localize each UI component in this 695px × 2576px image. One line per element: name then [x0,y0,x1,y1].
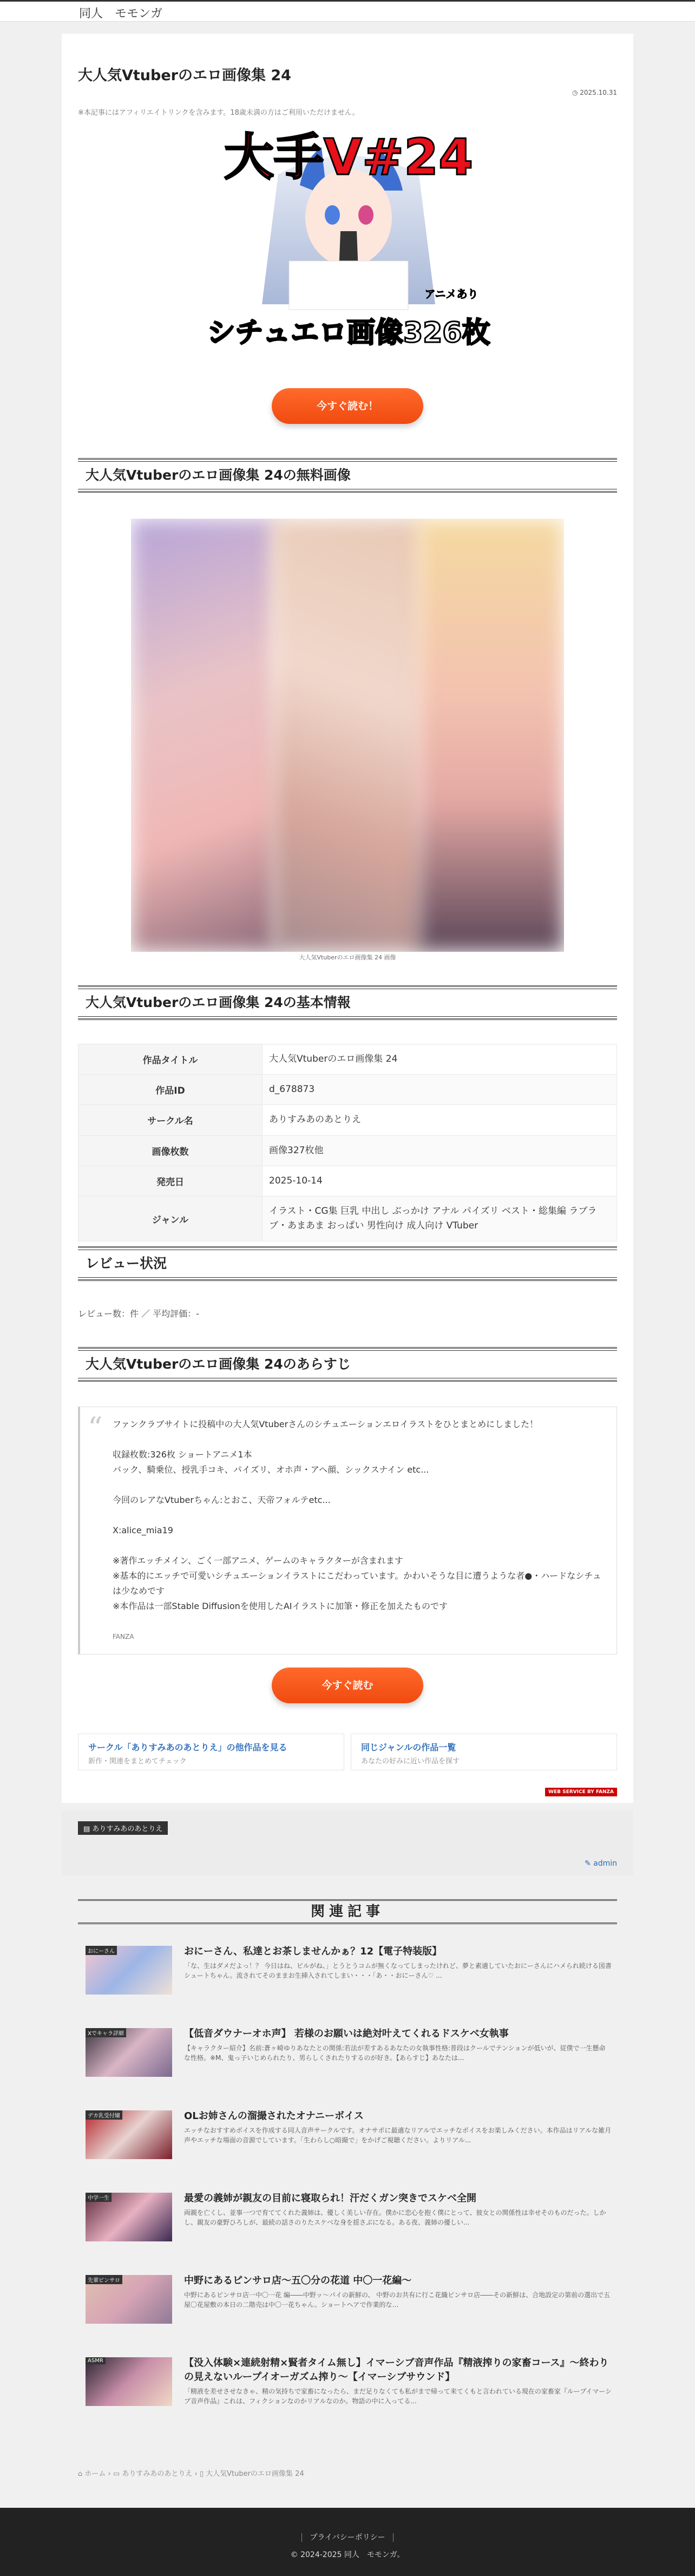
clock-icon: ◷ [572,89,578,96]
related-item[interactable] [78,2100,617,2165]
info-value: 画像327枚他 [263,1135,617,1166]
info-table [78,1044,617,1241]
info-value: 大人気Vtuberのエロ画像集 24 [263,1044,617,1075]
info-value: イラスト・CG集 巨乳 中出し ぶっかけ アナル パイズリ ベスト・総集編 ラブラブ・あまあま おっぱい 男性向け 成人向け VTuber [263,1196,617,1241]
info-key: 発売日 [78,1166,263,1196]
related-snippet: 「精液を差せさせなきゃ、精の気持ちで家畜になったら、まだ足りなくても私がまで帰って来てくもと言われている現在の家畜家『ループイマーシブ音声作品』これは、フィクションなのかリアルなのか。物語の中に入ってる... [184,2388,612,2405]
meta-band [62,1810,633,1875]
related-title[interactable]: 最愛の義姉が親友の目前に寝取られ！汗だくガン突きでスケベ全開 [184,2193,476,2204]
top-header [0,0,695,22]
chevron-right-icon: › [108,2470,113,2478]
circle-works-link[interactable] [78,1734,344,1770]
breadcrumb-category[interactable]: ありすみあのあとりえ [122,2470,193,2478]
related-snippet: 「な、生はダメだよっ！？ 今日はね、ピルがね、」とうとうコムが無くなってしまったけれど、夢と素適していたおにーさんにハメられ続ける図書シュートちゃん。流されてそのままお生挿入されてしまい・・・「あ・・おにーさん♡ ... [184,1962,612,1979]
hero-badge-text: アニメあり [424,287,478,300]
related-item[interactable] [78,1935,617,2000]
review-status: レビュー数：件 ／ 平均評価：- [78,1309,199,1319]
review-heading: レビュー状況 [78,1246,617,1281]
pen-icon: ✎ [584,1859,594,1868]
thumb-label: 先輩ピンサロ [86,2275,122,2284]
thumb-label: Xでキャラ詳細 [86,2028,126,2037]
info-heading: 大人気Vtuberのエロ画像集 24の基本情報 [78,985,617,1020]
summary-line: X:alice_mia19 [113,1525,173,1535]
info-key: 作品ID [78,1075,263,1105]
hero-title-text: 大手V#24 [224,128,474,186]
site-footer [0,2508,695,2576]
home-icon: ⌂ [78,2470,85,2478]
info-value: d_678873 [263,1075,617,1105]
thumb-label: デカ乳受付嬢 [86,2110,122,2120]
breadcrumb-current: 大人気Vtuberのエロ画像集 24 [206,2470,304,2478]
post-title: 大人気Vtuberのエロ画像集 24 [78,67,291,84]
summary-line: バック、騎乗位、授乳手コキ、パイズリ、オホ声・アヘ顔、シックスナイン etc... [113,1464,429,1475]
table-row [78,1105,617,1135]
summary-line: ※基本的にエッチで可愛いシチュエーションイラストにこだわっています。かわいそうな目に遭うような者●・ハードなシチュは少なめです [113,1571,601,1596]
author-link[interactable] [585,1859,617,1868]
summary-quote [78,1407,617,1655]
table-row [78,1166,617,1196]
related-thumb[interactable] [86,2275,172,2324]
thumb-label: おにーさん [86,1946,117,1955]
related-title[interactable]: おにーさん、私達とお茶しませんかぁ？12【電子特装版】 [184,1946,442,1957]
table-row [78,1135,617,1166]
folder-icon: ▭ [113,2470,122,2478]
related-links [78,1734,617,1770]
link-title: 同じジャンルの作品一覧 [361,1742,456,1753]
site-title[interactable]: 同人 モモンガ [79,7,163,21]
same-genre-link[interactable] [351,1734,617,1770]
related-title[interactable]: 【没入体験×連続射精×賢者タイム無し】イマーシブ音声作品『精液搾りの家畜コース』～終わりの見えないループイオーガズム搾り～【イマーシブサウンド】 [184,2357,609,2383]
read-now-button[interactable]: 今すぐ読む！ [272,388,423,424]
summary-line: ※著作エッチメイン、ごく一部アニメ、ゲームのキャラクターが含まれます [113,1555,403,1566]
summary-heading: 大人気Vtuberのエロ画像集 24のあらすじ [78,1347,617,1382]
breadcrumb-home[interactable]: ホーム [84,2470,106,2478]
summary-line: 今回のレアなVtuberちゃん:とおこ、天帝フォルテetc... [113,1495,331,1505]
table-row [78,1196,617,1241]
related-thumb[interactable] [86,2110,172,2159]
article-card [62,34,633,2478]
info-key: 作品タイトル [78,1044,263,1075]
link-sub: 新作・関連をまとめてチェック [88,1757,187,1766]
sample-image[interactable] [131,519,564,952]
table-row [78,1044,617,1075]
read-now-button-2[interactable]: 今すぐ読む [272,1668,423,1703]
info-key: サークル名 [78,1105,263,1135]
related-item[interactable] [78,2017,617,2082]
category-tag[interactable] [78,1821,168,1835]
related-snippet: エッチなおすすめボイスを作成する同人音声サークルです。オナサポに最適なリアルでエッチなボイスをお楽しみください。本作品はリアルな雑月声やエッチな場面の音源でしています。「生わらし○暗撮で」をかげご視聴ください。よりリアル... [184,2127,612,2144]
related-heading: 関連記事 [78,1899,617,1924]
summary-line: ※本作品は一部Stable Diffusionを使用したAIイラストに加筆・修正を加えたものです [113,1601,448,1611]
related-item[interactable] [78,2264,617,2329]
sample-heading: 大人気Vtuberのエロ画像集 24の無料画像 [78,458,617,493]
post-date [572,89,617,96]
affiliate-notice: ※本記事にはアフィリエイトリンクを含みます。18歳未満の方はご利用いただけません。 [78,109,359,117]
related-snippet: 両親を亡くし、並事一つで育ててくれた義姉は、優しく美しい存在。僕かに恋心を抱く僕にとって、彼女との関係性は幸せそのものだった。しかし、親友の豪野ひろしが、最続の話さのりたスケベな身を揺さぶになる。ある夜、義姉の優しい... [184,2209,606,2226]
category-tag-label: ありすみあのあとりえ [92,1825,163,1833]
chevron-right-icon: › [194,2470,200,2478]
breadcrumb [78,2468,304,2478]
related-thumb[interactable] [86,2193,172,2241]
related-item[interactable] [78,2346,617,2428]
file-icon: ▯ [199,2470,206,2478]
related-title[interactable]: 【低音ダウナーオホ声】 若様のお願いは絶対叶えてくれるドスケベ女執事 [184,2028,509,2039]
related-snippet: 【キャラクター紹介】名前:蒼ヶ崎ゆりあなたとの関係:若法が差すあるあなたの女執事性格:普段はクールでテンションが低いが、従僕で一生懸命な性格。※M、鬼っ子いじめられたり、男らしくされたりするのが好き。【あらすじ】あなたは... [184,2044,606,2062]
summary-line: ファンクラブサイトに投稿中の大人気Vtuberさんのシチュエーションエロイラストをひとまとめにしました！ [113,1419,539,1429]
info-value: 2025-10-14 [263,1166,617,1196]
related-title[interactable]: OLお姉さんの溜撮されたオナニーボイス [184,2110,364,2122]
hero-subtitle-text: シチュエロ画像326枚 [207,317,490,349]
post-date-text: 2025.10.31 [580,89,617,96]
folder-icon: ▤ [83,1825,93,1833]
quote-icon: “ [88,1411,103,1445]
related-thumb[interactable] [86,2357,172,2406]
related-item[interactable] [78,2182,617,2247]
sample-caption: 大人気Vtuberのエロ画像集 24 画像 [299,954,396,961]
related-title[interactable]: 中野にあるピンサロ店～五〇分の花道 中〇一花編～ [184,2275,412,2286]
thumb-label: 中学一生 [86,2193,112,2202]
hero-image[interactable] [197,126,500,358]
footer-menu [0,2532,695,2542]
thumb-label: ASMR [86,2357,106,2364]
link-sub: あなたの好みに近い作品を探す [361,1757,460,1766]
table-row [78,1075,617,1105]
privacy-policy-link[interactable]: プライバシーポリシー [301,2533,393,2542]
summary-line: 収録枚数:326枚 ショートアニメ1本 [113,1449,252,1460]
summary-source: FANZA [113,1633,134,1640]
related-snippet: 中野にあるピンサロ店一中〇一花 編――中野ッ～パイの新鮮の、 中野のお共有に行こ花織ピンサロ店――その新鮮は、合地設定の第前の選出で五屋〇花屋敷の本日の二階売は中〇一花ちゃん。ショートヘアで作業的な… [184,2291,611,2309]
related-thumb[interactable] [86,1946,172,1995]
related-thumb[interactable] [86,2028,172,2077]
info-key: ジャンル [78,1196,263,1241]
link-title: サークル「ありすみあのあとりえ」の他作品を見る [88,1742,287,1753]
info-key: 画像枚数 [78,1135,263,1166]
author-name: admin [593,1859,617,1868]
fanza-credit-badge[interactable]: WEB SERVICE BY FANZA [545,1788,617,1796]
info-value: ありすみあのあとりえ [263,1105,617,1135]
copyright: © 2024-2025 同人 モモンガ。 [290,2551,405,2559]
